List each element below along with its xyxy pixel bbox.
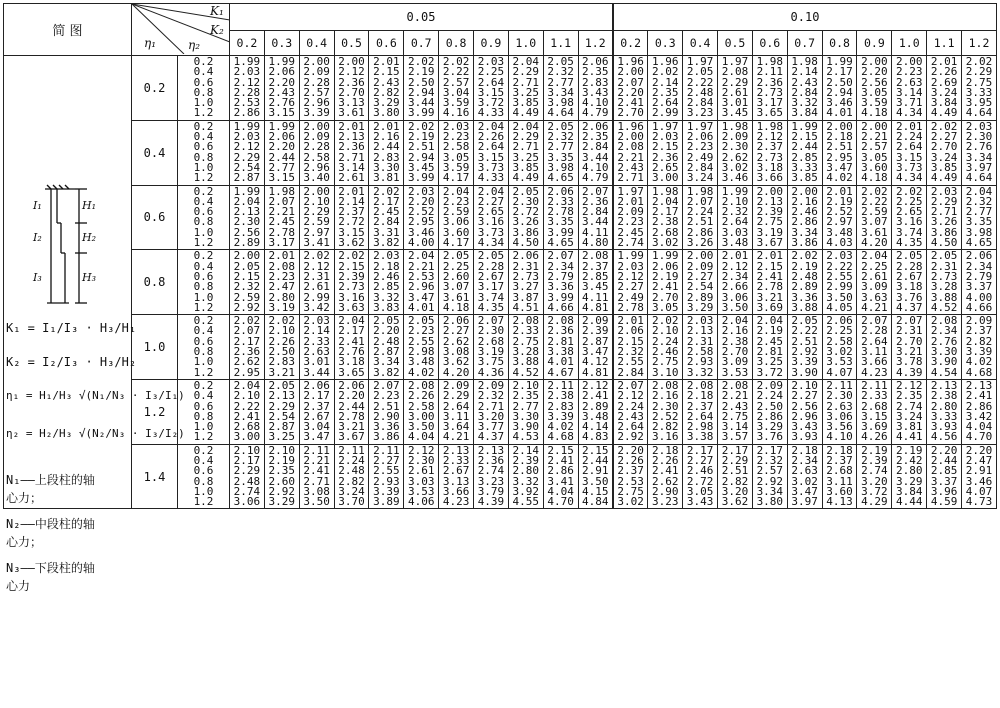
table-row — [4, 315, 997, 380]
k2-value-header: 0.4 — [299, 31, 334, 56]
table-cell: 2.02 2.10 2.26 2.50 2.83 3.21 — [264, 315, 299, 380]
table-cell: 1.99 2.03 2.12 2.28 2.53 2.86 — [230, 56, 265, 121]
formula-eta2: η₂ = H₂/H₃ √(N₂/N₃ · I₃/I₂) — [6, 427, 185, 440]
table-cell: 2.19 2.39 2.74 3.20 3.72 4.29 — [857, 444, 892, 509]
formula-k2: K₂ = I₂/I₃ · H₃/H₂ — [6, 355, 137, 369]
eta2-values: 0.2 0.4 0.6 0.8 1.0 1.2 — [178, 250, 230, 315]
table-cell: 2.02 2.27 2.70 3.24 3.85 4.49 — [927, 120, 962, 185]
table-cell: 2.00 2.21 2.57 3.05 3.60 4.18 — [857, 120, 892, 185]
table-cell: 2.01 2.16 2.44 2.83 3.30 3.81 — [369, 120, 404, 185]
group-header-b: 0.10 — [613, 4, 997, 31]
table-cell: 2.10 2.19 2.35 2.60 2.92 3.29 — [264, 444, 299, 509]
table-cell: 2.04 2.27 2.65 3.16 3.73 4.34 — [474, 185, 509, 250]
table-cell: 1.96 2.00 2.07 2.20 2.41 2.70 — [613, 56, 648, 121]
table-cell: 2.11 2.21 2.41 2.71 3.08 3.50 — [299, 444, 334, 509]
table-cell: 2.04 2.26 2.64 3.15 3.73 4.33 — [474, 120, 509, 185]
table-cell: 2.17 2.27 2.46 2.72 3.05 3.43 — [683, 444, 718, 509]
table-cell: 2.01 2.15 2.41 2.78 3.21 3.69 — [752, 250, 787, 315]
table-cell: 1.99 2.03 2.12 2.27 2.49 2.78 — [613, 250, 648, 315]
k2-value-header: 0.5 — [334, 31, 369, 56]
table-cell: 1.97 2.05 2.22 2.48 2.84 3.23 — [683, 56, 718, 121]
table-cell: 2.01 2.12 2.34 2.66 3.06 3.50 — [718, 250, 753, 315]
table-cell: 2.01 2.06 2.15 2.32 2.55 2.84 — [613, 315, 648, 380]
table-cell: 1.99 2.06 2.19 2.41 2.70 3.05 — [648, 250, 683, 315]
k2-label: K₂ — [210, 23, 224, 37]
table-cell: 2.05 2.31 2.73 3.28 3.88 4.52 — [927, 250, 962, 315]
table-cell: 2.03 2.18 2.46 2.85 3.32 3.83 — [369, 250, 404, 315]
k2-value-header: 0.9 — [857, 31, 892, 56]
table-cell: 2.00 2.13 2.39 2.75 3.19 3.67 — [752, 185, 787, 250]
coefficient-table-page — [3, 3, 997, 705]
table-cell: 2.02 2.19 2.50 2.94 3.44 3.99 — [404, 56, 439, 121]
table-cell: 2.01 2.15 2.43 2.82 3.29 3.80 — [369, 56, 404, 121]
table-cell: 2.07 2.23 2.51 2.90 3.36 3.86 — [369, 379, 404, 444]
table-cell: 2.04 2.29 2.71 3.25 3.85 4.49 — [508, 56, 543, 121]
table-cell: 2.10 2.17 2.29 2.48 2.74 3.06 — [230, 444, 265, 509]
eta1-label: η₁ — [144, 36, 156, 50]
table-cell: 2.06 2.27 2.62 3.08 3.62 4.20 — [439, 315, 474, 380]
table-cell: 1.98 2.09 2.30 2.62 3.02 3.46 — [718, 120, 753, 185]
header-row-k1 — [4, 4, 997, 31]
label-h3: H₃ — [82, 271, 97, 284]
formula-k1: K₁ = I₁/I₃ · H₃/H₁ — [6, 321, 137, 335]
table-cell: 2.02 2.15 2.39 2.73 3.16 3.63 — [334, 250, 369, 315]
note-n2: N₂——中段柱的轴 心力； — [6, 517, 95, 549]
table-cell: 2.06 2.35 2.83 3.43 4.10 4.79 — [578, 56, 613, 121]
table-cell: 2.05 2.22 2.51 2.92 3.39 3.90 — [787, 315, 822, 380]
table-cell: 2.03 2.14 2.33 2.63 3.01 3.44 — [299, 315, 334, 380]
table-cell: 2.12 2.35 2.74 3.24 3.81 4.41 — [892, 379, 927, 444]
table-cell: 2.20 2.47 2.91 3.46 4.07 4.73 — [962, 444, 997, 509]
table-row — [4, 120, 997, 185]
table-cell: 1.98 2.11 2.36 2.73 3.17 3.65 — [752, 56, 787, 121]
table-cell: 2.06 2.31 2.73 3.27 3.87 4.51 — [508, 250, 543, 315]
table-cell: 1.99 2.06 2.20 2.44 2.77 3.15 — [264, 120, 299, 185]
table-cell: 2.09 2.29 2.64 3.11 3.64 4.21 — [439, 379, 474, 444]
table-cell: 2.01 2.26 2.69 3.24 3.84 4.49 — [927, 56, 962, 121]
table-cell: 2.01 2.24 2.64 3.15 3.73 4.34 — [892, 120, 927, 185]
table-cell: 2.19 2.42 2.80 3.29 3.84 4.44 — [892, 444, 927, 509]
k2-value-header: 0.4 — [683, 31, 718, 56]
table-cell: 2.04 2.23 2.59 3.06 3.60 4.17 — [439, 185, 474, 250]
table-cell: 1.96 2.00 2.08 2.21 2.43 2.71 — [613, 120, 648, 185]
table-cell: 2.04 2.25 2.61 3.09 3.63 4.21 — [857, 250, 892, 315]
eta2-values: 0.2 0.4 0.6 0.8 1.0 1.2 — [178, 185, 230, 250]
table-cell: 2.09 2.39 2.87 3.47 4.12 4.81 — [578, 315, 613, 380]
table-cell: 2.08 2.26 2.58 3.00 3.50 4.04 — [404, 379, 439, 444]
table-cell: 2.07 2.34 2.79 3.36 3.99 4.66 — [543, 250, 578, 315]
label-h1: H₁ — [82, 199, 97, 212]
table-cell: 2.07 2.30 2.68 3.19 3.75 4.36 — [474, 315, 509, 380]
table-cell: 2.01 2.19 2.52 2.97 3.48 4.03 — [822, 185, 857, 250]
table-cell: 2.03 2.23 2.58 3.05 3.59 4.17 — [439, 120, 474, 185]
table-cell: 2.11 2.38 2.83 3.39 4.02 4.68 — [543, 379, 578, 444]
table-cell: 2.03 2.20 2.52 2.95 3.46 4.00 — [404, 185, 439, 250]
table-cell: 1.97 2.08 2.29 2.61 3.01 3.45 — [718, 56, 753, 121]
table-cell: 2.06 2.34 2.79 3.37 4.00 4.66 — [962, 250, 997, 315]
diagram-header: 简 图 — [4, 4, 132, 56]
table-cell: 2.00 2.09 2.28 2.57 2.96 3.39 — [299, 56, 334, 121]
table-cell: 2.02 2.29 2.75 3.33 3.95 4.64 — [962, 56, 997, 121]
k2-value-header: 1.0 — [892, 31, 927, 56]
table-cell: 2.15 2.41 2.86 3.41 4.04 4.70 — [543, 444, 578, 509]
table-cell: 2.03 2.22 2.55 2.99 3.50 4.05 — [822, 250, 857, 315]
table-cell: 2.09 2.32 2.71 3.20 3.77 4.37 — [474, 379, 509, 444]
table-cell: 2.05 2.20 2.48 2.87 3.34 3.82 — [369, 315, 404, 380]
table-cell: 2.05 2.32 2.77 3.34 3.98 4.64 — [543, 56, 578, 121]
k2-value-header: 0.2 — [230, 31, 265, 56]
table-cell: 2.05 2.23 2.55 2.98 3.48 4.02 — [404, 315, 439, 380]
table-cell: 2.06 2.33 2.78 3.35 3.99 4.65 — [543, 185, 578, 250]
table-cell: 2.02 2.25 2.65 3.16 3.74 4.35 — [892, 185, 927, 250]
table-cell: 2.08 2.36 2.81 3.38 4.01 4.67 — [543, 315, 578, 380]
table-cell: 2.11 2.33 2.68 3.15 3.69 4.26 — [857, 379, 892, 444]
table-cell: 2.13 2.36 2.74 3.23 3.79 4.39 — [474, 444, 509, 509]
table-cell: 2.02 2.22 2.57 3.04 3.59 4.16 — [439, 56, 474, 121]
table-cell: 1.97 2.06 2.23 2.49 2.84 3.24 — [683, 120, 718, 185]
table-cell: 2.00 2.09 2.27 2.54 2.89 3.29 — [683, 250, 718, 315]
table-cell: 2.04 2.32 2.77 3.35 3.98 4.65 — [962, 185, 997, 250]
table-cell: 1.98 2.12 2.37 2.73 3.18 3.66 — [752, 120, 787, 185]
table-cell: 2.01 2.13 2.36 2.71 3.14 2.61 — [334, 120, 369, 185]
table-cell: 1.99 2.06 2.20 2.43 2.76 3.15 — [264, 56, 299, 121]
table-cell: 1.99 2.17 2.50 2.94 3.46 4.01 — [822, 56, 857, 121]
table-cell: 2.03 2.13 2.31 2.58 2.93 3.32 — [683, 315, 718, 380]
table-cell: 2.11 2.27 2.55 2.93 3.39 3.89 — [369, 444, 404, 509]
table-cell: 2.00 2.23 2.63 3.14 3.71 4.34 — [892, 56, 927, 121]
table-cell: 2.20 2.26 2.37 2.53 2.75 3.02 — [613, 444, 648, 509]
table-cell: 2.02 2.10 2.24 2.46 2.75 3.10 — [648, 315, 683, 380]
label-i1: I₁ — [33, 199, 42, 212]
k2-value-header: 0.9 — [474, 31, 509, 56]
table-cell: 2.04 2.16 2.38 2.70 3.09 3.53 — [718, 315, 753, 380]
table-cell: 2.12 2.30 2.61 3.03 3.53 4.06 — [404, 444, 439, 509]
table-cell: 2.01 2.14 2.37 2.72 3.15 3.62 — [334, 185, 369, 250]
eta1-value: 1.2 — [132, 379, 178, 444]
k2-value-header: 0.3 — [648, 31, 683, 56]
eta1-value: 1.4 — [132, 444, 178, 509]
label-i3: I₃ — [33, 271, 42, 284]
table-cell: 1.99 2.04 2.13 2.30 2.56 2.89 — [230, 185, 265, 250]
table-cell: 2.00 2.12 2.36 2.70 3.13 3.61 — [334, 56, 369, 121]
table-cell: 2.05 2.32 2.77 3.35 3.98 4.65 — [543, 120, 578, 185]
table-cell: 2.02 2.19 2.51 2.94 3.45 3.99 — [404, 120, 439, 185]
table-cell: 2.02 2.07 2.17 2.36 2.62 2.95 — [230, 315, 265, 380]
eta2-values: 0.2 0.4 0.6 0.8 1.0 1.2 — [178, 56, 230, 121]
note-n3: N₃——下段柱的轴 心力 — [6, 561, 95, 593]
table-cell: 2.10 2.35 2.77 3.30 3.90 4.53 — [508, 379, 543, 444]
table-cell: 2.02 2.12 2.31 2.61 2.99 3.42 — [299, 250, 334, 315]
table-cell: 1.98 2.07 2.21 2.45 2.78 3.17 — [264, 185, 299, 250]
eta1-value: 0.2 — [132, 56, 178, 121]
table-cell: 2.13 2.41 2.86 3.42 4.04 4.70 — [962, 379, 997, 444]
table-cell: 2.17 2.32 2.57 2.92 3.34 3.80 — [752, 444, 787, 509]
table-row — [4, 444, 997, 509]
table-cell: 2.15 2.44 2.91 3.50 4.15 4.84 — [578, 444, 613, 509]
formula-eta1: η₁ = H₁/H₃ √(N₁/N₃ · I₃/I₁) — [6, 389, 185, 402]
k2-value-header: 0.6 — [752, 31, 787, 56]
table-cell: 2.04 2.29 2.71 3.25 3.85 4.49 — [508, 120, 543, 185]
table-cell: 2.00 2.05 2.15 2.32 2.59 2.92 — [230, 250, 265, 315]
table-row — [4, 379, 997, 444]
table-cell: 2.18 2.37 2.68 3.11 3.60 4.13 — [822, 444, 857, 509]
k2-value-header: 0.7 — [787, 31, 822, 56]
table-cell: 2.03 2.25 2.64 3.15 3.72 4.33 — [474, 56, 509, 121]
table-cell: 2.08 2.34 2.76 3.30 3.90 4.54 — [927, 315, 962, 380]
eta1-value: 0.6 — [132, 185, 178, 250]
note-n1: N₁——上段柱的轴 心力； — [6, 473, 95, 505]
eta1-value: 0.8 — [132, 250, 178, 315]
k2-value-header: 1.2 — [578, 31, 613, 56]
table-cell: 2.00 2.16 2.46 2.86 3.34 3.86 — [787, 185, 822, 250]
table-cell: 2.05 2.25 2.60 3.07 3.61 4.18 — [439, 250, 474, 315]
eta1-value: 0.4 — [132, 120, 178, 185]
table-row — [4, 185, 997, 250]
table-cell: 2.08 2.37 2.85 3.45 4.11 4.81 — [578, 250, 613, 315]
table-cell: 2.09 2.24 2.50 2.86 3.29 3.76 — [752, 379, 787, 444]
table-cell: 2.06 2.25 2.58 3.02 3.53 4.07 — [822, 315, 857, 380]
table-cell: 2.12 2.41 2.89 3.48 4.14 4.83 — [578, 379, 613, 444]
table-cell: 2.02 2.22 2.59 3.07 3.61 4.20 — [857, 185, 892, 250]
table-cell: 2.17 2.29 2.51 2.82 3.20 3.62 — [718, 444, 753, 509]
table-cell: 1.96 2.02 2.14 2.35 2.64 2.99 — [648, 56, 683, 121]
table-cell: 2.00 2.20 2.56 3.05 3.59 4.18 — [857, 56, 892, 121]
k2-value-header: 1.1 — [543, 31, 578, 56]
table-cell: 2.05 2.28 2.67 3.17 3.74 4.35 — [474, 250, 509, 315]
eta2-values: 0.2 0.4 0.6 0.8 1.0 1.2 — [178, 315, 230, 380]
table-cell: 2.05 2.28 2.67 3.18 3.76 4.37 — [892, 250, 927, 315]
table-cell: 2.04 2.19 2.45 2.81 3.25 3.72 — [752, 315, 787, 380]
table-cell: 2.06 2.17 2.37 2.67 3.04 3.47 — [299, 379, 334, 444]
table-cell: 2.07 2.28 2.64 3.11 3.66 4.23 — [857, 315, 892, 380]
eta2-values: 0.2 0.4 0.6 0.8 1.0 1.2 — [178, 444, 230, 509]
table-cell: 2.20 2.44 2.85 3.37 3.96 4.59 — [927, 444, 962, 509]
table-cell: 1.98 2.07 2.24 2.51 2.86 3.26 — [683, 185, 718, 250]
coefficient-table — [3, 3, 997, 509]
table-cell: 2.02 2.19 2.48 2.89 3.36 3.88 — [787, 250, 822, 315]
corner-header — [132, 4, 230, 56]
k2-value-header: 1.1 — [927, 31, 962, 56]
table-cell: 2.08 2.16 2.30 2.52 2.82 3.16 — [648, 379, 683, 444]
table-cell: 2.05 2.13 2.29 2.54 2.87 3.25 — [264, 379, 299, 444]
table-cell: 2.06 2.35 2.84 3.44 4.10 4.79 — [578, 120, 613, 185]
k2-value-header: 0.8 — [822, 31, 857, 56]
table-cell: 2.11 2.24 2.48 2.82 3.24 3.70 — [334, 444, 369, 509]
table-cell: 2.03 2.30 2.76 3.34 3.97 4.64 — [962, 120, 997, 185]
k2-value-header: 0.7 — [404, 31, 439, 56]
table-cell: 2.07 2.31 2.70 3.21 3.78 4.39 — [892, 315, 927, 380]
group-header-a: 0.05 — [230, 4, 613, 31]
table-cell: 1.98 2.04 2.17 2.38 2.68 3.02 — [648, 185, 683, 250]
table-cell: 2.07 2.12 2.24 2.43 2.64 2.92 — [613, 379, 648, 444]
k2-value-header: 0.6 — [369, 31, 404, 56]
table-cell: 2.04 2.10 2.22 2.41 2.68 3.00 — [230, 379, 265, 444]
table-cell: 2.02 2.17 2.45 2.84 3.31 3.82 — [369, 185, 404, 250]
eta2-values: 0.2 0.4 0.6 0.8 1.0 1.2 — [178, 379, 230, 444]
table-cell: 1.97 2.01 2.09 2.23 2.45 2.74 — [613, 185, 648, 250]
table-cell: 2.07 2.36 2.84 3.44 4.11 4.80 — [578, 185, 613, 250]
k2-value-header: 0.5 — [718, 31, 753, 56]
table-cell: 2.18 2.26 2.41 2.62 2.90 3.23 — [648, 444, 683, 509]
table-cell: 1.98 2.14 2.43 2.84 3.32 3.84 — [787, 56, 822, 121]
k2-value-header: 0.2 — [613, 31, 648, 56]
table-cell: 2.18 2.34 2.63 3.02 3.47 3.97 — [787, 444, 822, 509]
table-cell: 2.00 2.09 2.28 2.58 2.96 3.40 — [299, 120, 334, 185]
table-cell: 2.00 2.18 2.51 2.95 3.47 4.02 — [822, 120, 857, 185]
k2-value-header: 1.0 — [508, 31, 543, 56]
table-cell: 1.99 2.10 2.32 2.64 3.03 3.48 — [718, 185, 753, 250]
table-cell: 2.10 2.27 2.56 2.96 3.43 3.93 — [787, 379, 822, 444]
table-row — [4, 56, 997, 121]
eta2-values: 0.2 0.4 0.6 0.8 1.0 1.2 — [178, 120, 230, 185]
table-cell: 2.08 2.21 2.43 2.75 3.14 3.57 — [718, 379, 753, 444]
table-cell: 2.03 2.29 2.71 3.26 3.86 4.50 — [927, 185, 962, 250]
table-cell: 2.11 2.30 2.63 3.06 3.56 4.10 — [822, 379, 857, 444]
table-cell: 1.99 2.03 2.12 2.29 2.54 2.87 — [230, 120, 265, 185]
table-row — [4, 250, 997, 315]
k1-label: K₁ — [210, 4, 224, 18]
table-cell: 1.97 2.03 2.15 2.36 2.65 3.00 — [648, 120, 683, 185]
eta1-value: 1.0 — [132, 315, 178, 380]
table-cell: 2.08 2.33 2.75 3.28 3.88 4.52 — [508, 315, 543, 380]
k2-value-header: 0.3 — [264, 31, 299, 56]
table-cell: 2.04 2.21 2.53 2.96 3.47 4.01 — [404, 250, 439, 315]
eta2-label: η₂ — [188, 38, 200, 52]
diagram-cell — [4, 56, 132, 509]
table-cell: 2.09 2.37 2.82 3.39 4.02 4.68 — [962, 315, 997, 380]
table-cell: 2.05 2.30 2.72 3.26 3.86 4.50 — [508, 185, 543, 250]
table-cell: 2.01 2.08 2.23 2.47 2.80 3.19 — [264, 250, 299, 315]
table-cell: 2.14 2.39 2.80 3.32 3.92 4.55 — [508, 444, 543, 509]
table-cell: 2.08 2.18 2.37 2.64 2.98 3.38 — [683, 379, 718, 444]
table-cell: 1.99 2.15 2.44 2.85 3.33 3.85 — [787, 120, 822, 185]
k2-value-header: 0.8 — [439, 31, 474, 56]
k2-value-header: 1.2 — [962, 31, 997, 56]
table-cell: 2.00 2.10 2.29 2.59 2.97 3.41 — [299, 185, 334, 250]
label-i2: I₂ — [33, 231, 42, 244]
table-cell: 2.06 2.20 2.44 2.78 3.21 3.67 — [334, 379, 369, 444]
table-cell: 2.13 2.38 2.80 3.33 3.93 4.56 — [927, 379, 962, 444]
table-cell: 2.13 2.33 2.67 3.13 3.66 4.23 — [439, 444, 474, 509]
label-h2: H₂ — [82, 231, 97, 244]
table-cell: 2.04 2.17 2.41 2.76 3.18 3.65 — [334, 315, 369, 380]
